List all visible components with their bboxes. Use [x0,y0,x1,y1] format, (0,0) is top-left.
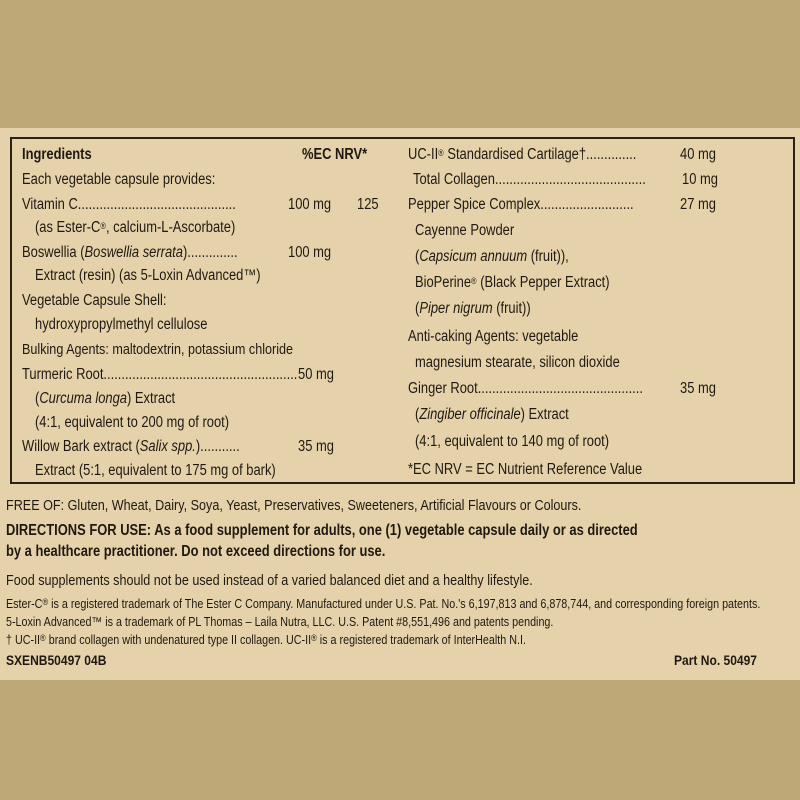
willow-bark-row: Willow Bark extract (Salix spp.)........... [22,438,240,455]
bioperine: BioPerine® (Black Pepper Extract) [415,274,610,291]
bulking-agents: Bulking Agents: maltodextrin, potassium chloride [22,341,294,358]
free-of-statement: FREE OF: Gluten, Wheat, Dairy, Soya, Yeast, Preservatives, Sweeteners, Artificial Flavours or Colours. [6,497,582,514]
ginger-equivalent: (4:1, equivalent to 140 mg of root) [415,433,610,450]
capsule-shell-material: hydroxypropylmethyl cellulose [35,316,208,333]
boswellia-amount: 100 mg [288,244,332,261]
uc2-amount: 40 mg [680,146,716,163]
trademark-5-loxin: 5-Loxin Advanced™ is a trademark of PL Thomas – Laila Nutra, LLC. U.S. Patent #8,551,496 and patents pending. [6,615,554,629]
directions-line-1: DIRECTIONS FOR USE: As a food supplement for adults, one (1) vegetable capsule daily or as directed [6,522,638,539]
capsule-intro: Each vegetable capsule provides: [22,171,216,188]
total-collagen-row: Total Collagen.......................................... [413,171,646,188]
ginger-root-row: Ginger Root.............................................. [408,380,643,397]
diet-warning: Food supplements should not be used instead of a varied balanced diet and a healthy lifestyle. [6,572,533,589]
supplement-label-panel [0,128,800,680]
trademark-uc2: † UC-II® brand collagen with undenatured type II collagen. UC-II® is a registered trademark of InterHealth N.I. [6,633,526,647]
ginger-root-amount: 35 mg [680,380,716,397]
anti-caking-agents: Anti-caking Agents: vegetable [408,328,579,345]
capsule-shell: Vegetable Capsule Shell: [22,292,167,309]
turmeric-extract: (Curcuma longa) Extract [35,390,176,407]
nrv-footnote: *EC NRV = EC Nutrient Reference Value [408,461,643,478]
uc2-row: UC-II® Standardised Cartilage†.............. [408,146,637,163]
total-collagen-amount: 10 mg [682,171,718,188]
vitamin-c-source: (as Ester-C®, calcium-L-Ascorbate) [35,219,236,236]
piper-source: (Piper nigrum (fruit)) [415,300,531,317]
batch-code: SXENB50497 04B [6,652,107,668]
willow-bark-extract: Extract (5:1, equivalent to 175 mg of bark) [35,462,276,479]
vitamin-c-row: Vitamin C............................................ [22,196,236,213]
anti-caking-materials: magnesium stearate, silicon dioxide [415,354,620,371]
turmeric-amount: 50 mg [298,366,334,383]
ingredients-heading: Ingredients [22,146,92,163]
willow-bark-amount: 35 mg [298,438,334,455]
pepper-spice-amount: 27 mg [680,196,716,213]
capsicum-source: (Capsicum annuum (fruit)), [415,248,569,265]
vitamin-c-nrv: 125 [357,196,379,213]
part-number: Part No. 50497 [674,652,757,668]
boswellia-row: Boswellia (Boswellia serrata).............. [22,244,238,261]
cayenne-powder: Cayenne Powder [415,222,515,239]
turmeric-equivalent: (4:1, equivalent to 200 mg of root) [35,414,230,431]
turmeric-row: Turmeric Root...................................................... [22,366,298,383]
directions-line-2: by a healthcare practitioner. Do not exceed directions for use. [6,543,386,560]
nrv-heading: %EC NRV* [302,146,368,163]
vitamin-c-amount: 100 mg [288,196,332,213]
pepper-spice-row: Pepper Spice Complex.......................... [408,196,634,213]
boswellia-extract: Extract (resin) (as 5-Loxin Advanced™) [35,267,261,284]
ginger-extract: (Zingiber officinale) Extract [415,406,569,423]
trademark-ester-c: Ester-C® is a registered trademark of The Ester C Company. Manufactured under U.S. Pat. No.'s 6,197,813 and 6,878,744, and corresponding foreign patents. [6,597,761,611]
